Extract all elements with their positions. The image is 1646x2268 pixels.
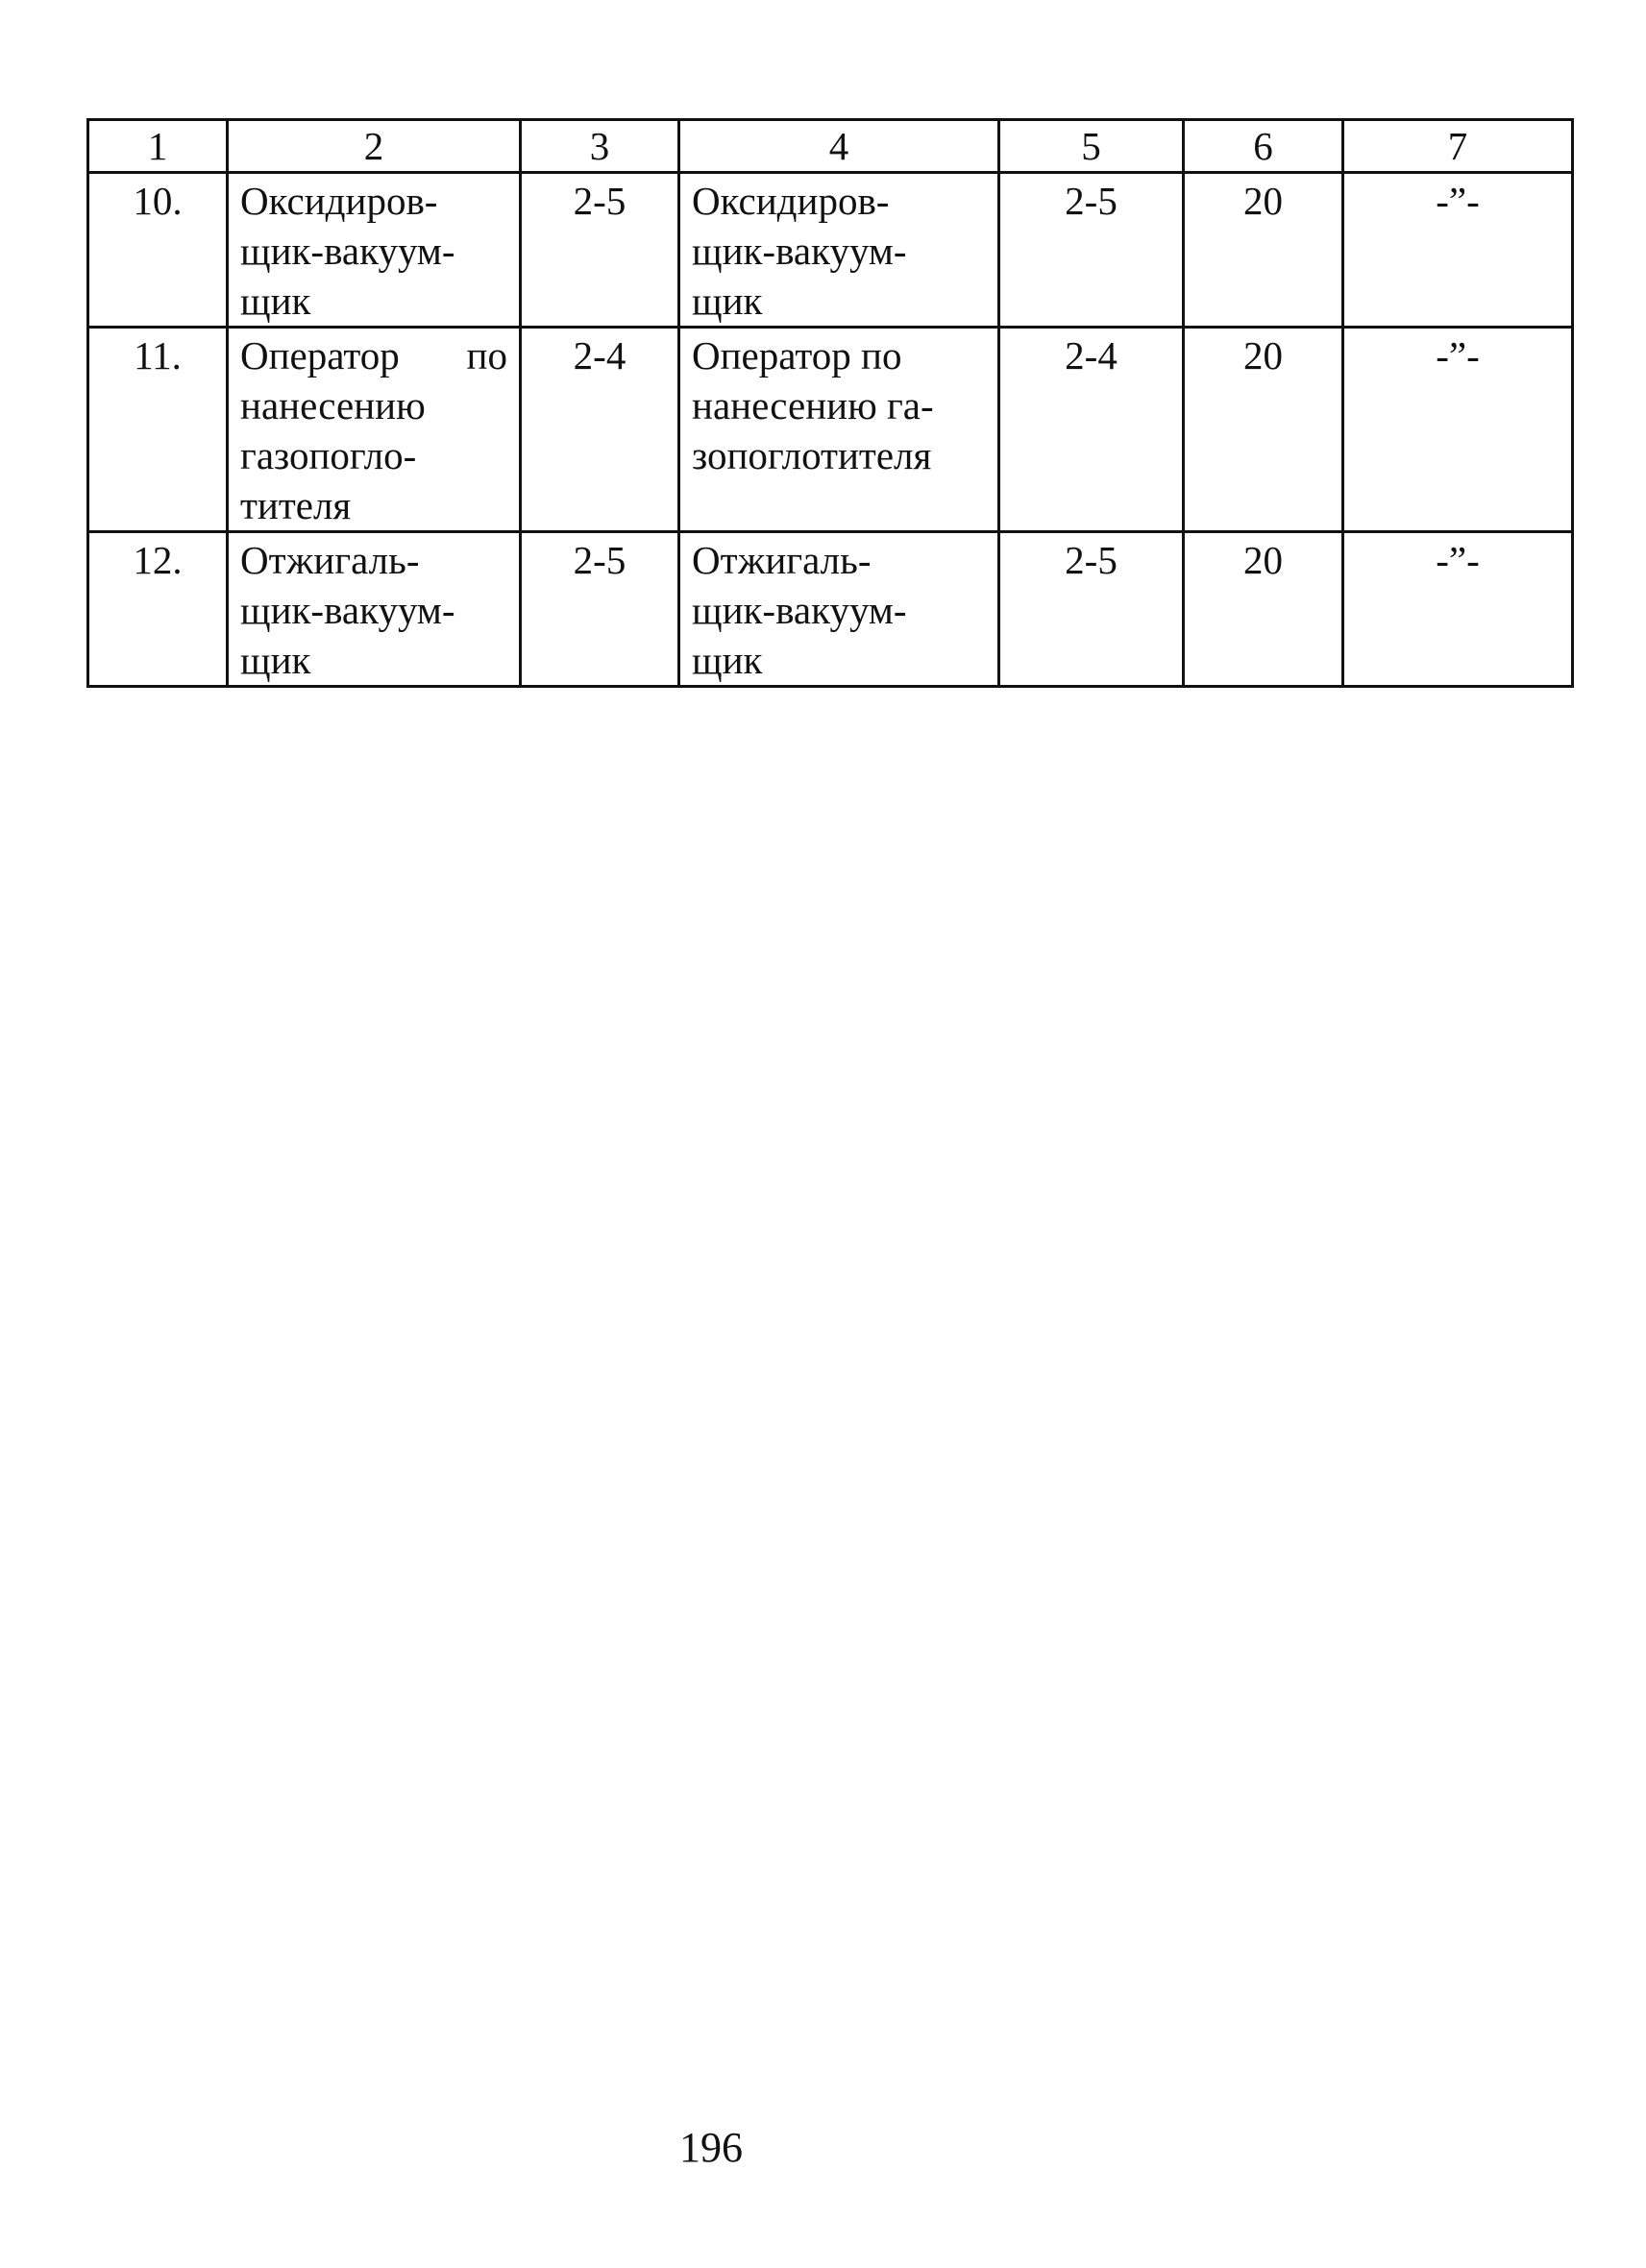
profession-name-cell [679, 532, 999, 687]
profession-name-cell [228, 173, 521, 328]
cell-text-line: Оператор по [692, 333, 902, 378]
ditto-cell: -”- [1343, 532, 1573, 687]
cell-word: по [466, 333, 507, 378]
cell-word: Оператор [240, 333, 400, 378]
ditto-cell: -”- [1343, 328, 1573, 532]
cell-text-line: зопоглотителя [692, 433, 932, 477]
column-header: 4 [679, 120, 999, 173]
grade-range-cell: 2-5 [521, 173, 679, 328]
cell-text-line: щик-вакуум- [240, 229, 455, 273]
table-header-row [88, 120, 1573, 173]
cell-text-line: щик-вакуум- [692, 229, 907, 273]
grade-range-cell: 2-4 [999, 328, 1184, 532]
cell-text-line [240, 330, 507, 380]
profession-name-cell [228, 532, 521, 687]
cell-text-line: щик [692, 279, 763, 323]
cell-text-line: нанесению [240, 383, 426, 427]
table-row [88, 328, 1573, 532]
row-number: 12. [88, 532, 228, 687]
cell-text-line: щик [692, 638, 763, 682]
row-number: 10. [88, 173, 228, 328]
profession-name-cell [679, 328, 999, 532]
cell-text-line: Отжигаль- [240, 538, 420, 582]
cell-text-line: Оксидиров- [240, 179, 438, 223]
cell-text-line: газопогло- [240, 433, 417, 477]
ditto-cell: -”- [1343, 173, 1573, 328]
cell-text-line: тителя [240, 483, 352, 527]
grade-range-cell: 2-5 [521, 532, 679, 687]
table-row [88, 173, 1573, 328]
value-cell: 20 [1184, 173, 1343, 328]
column-header: 1 [88, 120, 228, 173]
column-header: 5 [999, 120, 1184, 173]
table-row [88, 532, 1573, 687]
profession-table [86, 118, 1574, 688]
grade-range-cell: 2-4 [521, 328, 679, 532]
column-header: 7 [1343, 120, 1573, 173]
profession-name-cell [679, 173, 999, 328]
cell-text-line: щик-вакуум- [692, 588, 907, 632]
cell-text-line: Отжигаль- [692, 538, 872, 582]
cell-text-line: нанесению га- [692, 383, 934, 427]
column-header: 3 [521, 120, 679, 173]
cell-text-line: Оксидиров- [692, 179, 890, 223]
cell-text-line: щик [240, 638, 311, 682]
value-cell: 20 [1184, 328, 1343, 532]
grade-range-cell: 2-5 [999, 173, 1184, 328]
column-header: 2 [228, 120, 521, 173]
profession-name-cell [228, 328, 521, 532]
column-header: 6 [1184, 120, 1343, 173]
grade-range-cell: 2-5 [999, 532, 1184, 687]
page-number: 196 [679, 2124, 743, 2171]
cell-text-line: щик-вакуум- [240, 588, 455, 632]
cell-text-line: щик [240, 279, 311, 323]
row-number: 11. [88, 328, 228, 532]
value-cell: 20 [1184, 532, 1343, 687]
